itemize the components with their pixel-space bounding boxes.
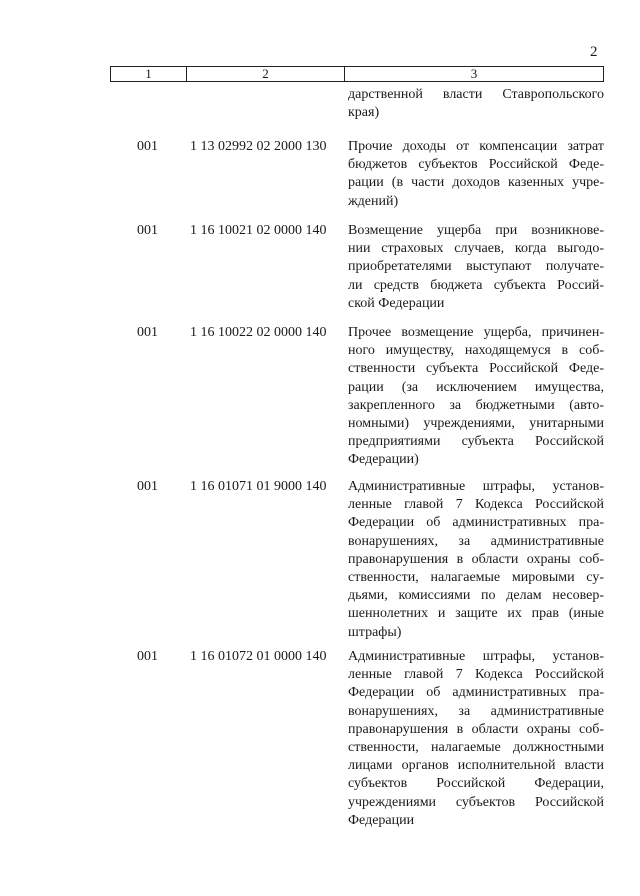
column-header-3: 3 xyxy=(470,66,478,81)
budget-classification-code: 1 16 10021 02 0000 140 xyxy=(190,223,327,238)
admin-code: 001 xyxy=(137,325,158,340)
income-description: Прочее возмещение ущерба, причинен- ного имуществу, находящемуся в соб- ственности субъекта Российской Феде- рации (за исключением имущества, закрепленного за бюджетными (авто- номными) учреждениями, унитарными предприятиями субъекта Российской Федерации) xyxy=(348,325,604,468)
table-header-row xyxy=(110,66,604,82)
budget-classification-code: 1 16 01072 01 0000 140 xyxy=(190,649,327,664)
continuation-text: дарственной власти Ставропольского края) xyxy=(348,87,604,121)
column-header-1: 1 xyxy=(111,67,187,81)
page-number: 2 xyxy=(590,44,598,60)
admin-code: 001 xyxy=(137,649,158,664)
budget-classification-code: 1 16 10022 02 0000 140 xyxy=(190,325,327,340)
budget-classification-code: 1 16 01071 01 9000 140 xyxy=(190,479,327,494)
admin-code: 001 xyxy=(137,479,158,494)
column-header-2: 2 xyxy=(187,67,345,81)
income-description: Прочие доходы от компенсации затрат бюджетов субъектов Российской Феде- рации (в части доходов казенных учре- ждений) xyxy=(348,139,604,209)
income-description: Административные штрафы, установ- ленные главой 7 Кодекса Российской Федерации об административных пра- вонарушениях, за административные правонарушения в области охраны соб- ственности, налагаемые мировыми су- дьями, комиссиями по делам несовер- шеннолетних и защите их прав (иные штрафы) xyxy=(348,479,604,640)
admin-code: 001 xyxy=(137,223,158,238)
budget-classification-code: 1 13 02992 02 2000 130 xyxy=(190,139,327,154)
income-description: Административные штрафы, установ- ленные главой 7 Кодекса Российской Федерации об административных пра- вонарушениях, за административные правонарушения в области охраны соб- ственности, налагаемые должностными лицами органов исполнительной власти субъектов Российской Федерации, учреждениями субъектов Российской Федерации xyxy=(348,649,604,828)
income-description: Возмещение ущерба при возникнове- нии страховых случаев, когда выгодо- приобретателями выступают получате- ли средств бюджета субъекта Россий- ской Федерации xyxy=(348,223,604,311)
admin-code: 001 xyxy=(137,139,158,154)
